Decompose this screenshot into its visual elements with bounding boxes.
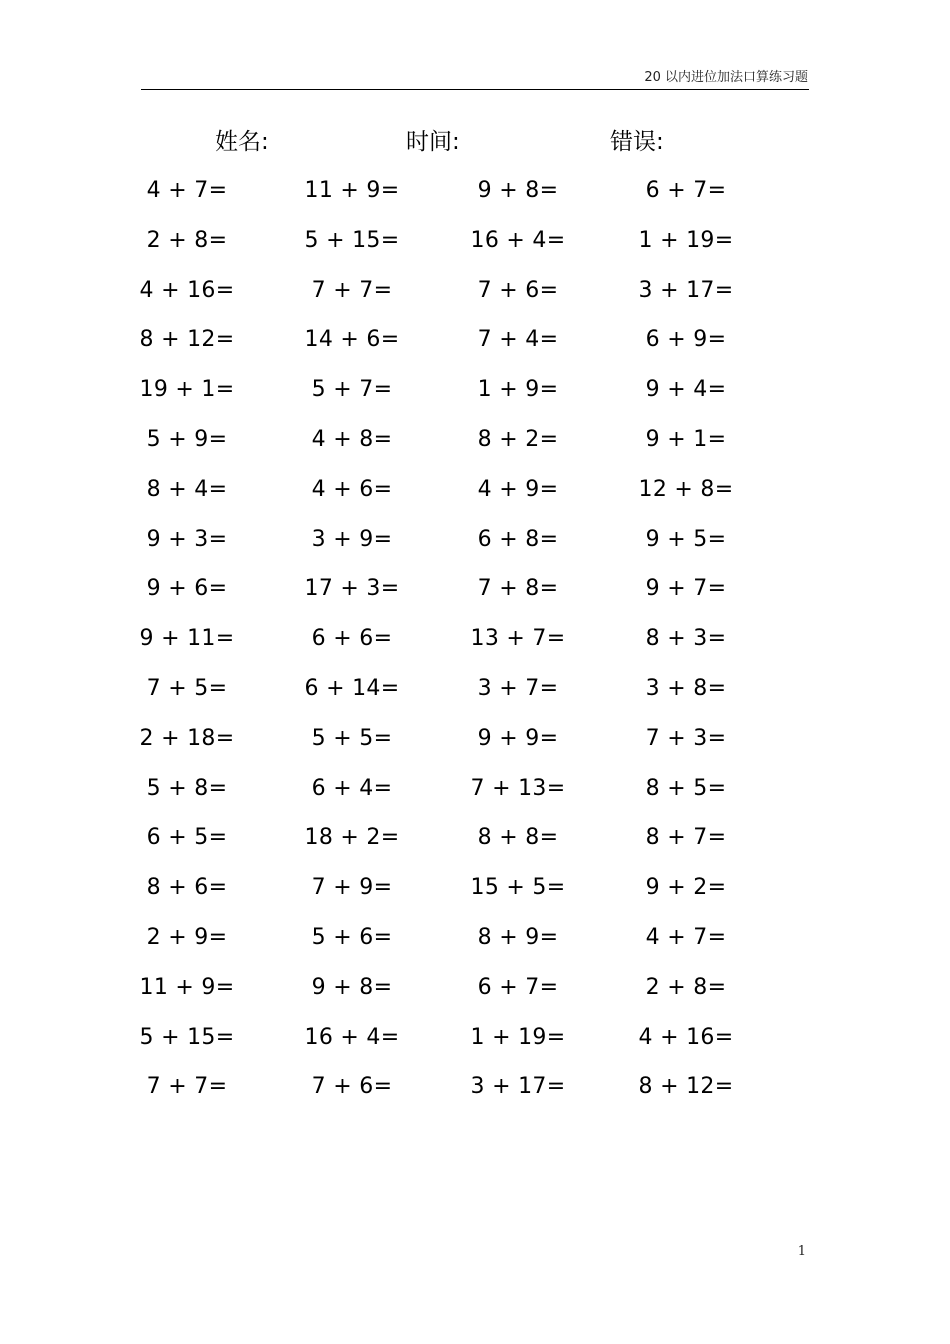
problem-row (0, 522, 950, 558)
addition-problem: 17 + 3= (304, 576, 400, 602)
addition-problem: 9 + 5= (645, 526, 727, 552)
problem-row (0, 1069, 950, 1105)
addition-problem: 9 + 11= (139, 626, 235, 652)
problem-row (0, 223, 950, 259)
addition-problem: 13 + 7= (470, 626, 566, 652)
problem-row (0, 870, 950, 906)
addition-problem: 9 + 7= (645, 576, 727, 602)
problem-row (0, 920, 950, 956)
addition-problem: 6 + 5= (146, 825, 228, 851)
addition-problem: 11 + 9= (139, 974, 235, 1000)
addition-problem: 1 + 9= (477, 377, 559, 403)
problem-row (0, 322, 950, 358)
addition-problem: 6 + 14= (304, 676, 400, 701)
addition-problem: 4 + 6= (311, 476, 393, 502)
errors-label: 错误: (610, 129, 664, 155)
addition-problem: 2 + 18= (139, 725, 235, 751)
addition-problem: 5 + 5= (311, 725, 393, 751)
problem-row (0, 721, 950, 757)
addition-problem: 9 + 9= (477, 725, 559, 751)
addition-problem: 8 + 12= (638, 1074, 734, 1100)
addition-problem: 7 + 5= (146, 676, 228, 701)
problem-row (0, 472, 950, 508)
addition-problem: 8 + 8= (477, 825, 559, 851)
problem-row (0, 273, 950, 309)
header-divider (141, 89, 809, 90)
addition-problem: 16 + 4= (304, 1024, 400, 1050)
time-label: 时间: (406, 129, 460, 155)
addition-problem: 16 + 4= (470, 227, 566, 253)
addition-problem: 4 + 16= (638, 1024, 734, 1050)
addition-problem: 9 + 3= (146, 526, 228, 552)
addition-problem: 7 + 8= (477, 576, 559, 602)
problem-row (0, 671, 950, 707)
addition-problem: 2 + 9= (146, 925, 228, 950)
addition-problem: 7 + 3= (645, 725, 727, 751)
addition-problem: 8 + 3= (645, 626, 727, 652)
addition-problem: 6 + 7= (477, 974, 559, 1000)
addition-problem: 3 + 7= (477, 676, 559, 701)
problem-row (0, 571, 950, 607)
addition-problem: 9 + 8= (311, 974, 393, 1000)
addition-problem: 2 + 8= (645, 974, 727, 1000)
addition-problem: 3 + 9= (311, 526, 393, 552)
addition-problem: 4 + 7= (146, 178, 228, 203)
addition-problem: 4 + 9= (477, 476, 559, 502)
addition-problem: 9 + 1= (645, 427, 727, 452)
addition-problem: 14 + 6= (304, 327, 400, 353)
problem-row (0, 422, 950, 458)
addition-problem: 9 + 2= (645, 875, 727, 901)
addition-problem: 5 + 15= (304, 227, 400, 253)
addition-problem: 12 + 8= (638, 476, 734, 502)
addition-problem: 7 + 6= (311, 1074, 393, 1100)
addition-problem: 8 + 6= (146, 875, 228, 901)
addition-problem: 2 + 8= (146, 227, 228, 253)
addition-problem: 6 + 9= (645, 327, 727, 353)
addition-problem: 15 + 5= (470, 875, 566, 901)
name-label: 姓名: (215, 129, 269, 155)
addition-problem: 8 + 5= (645, 775, 727, 801)
addition-problem: 6 + 7= (645, 178, 727, 203)
page-number: 1 (797, 1244, 806, 1259)
addition-problem: 7 + 7= (311, 277, 393, 303)
addition-problem: 8 + 2= (477, 427, 559, 452)
addition-problem: 8 + 12= (139, 327, 235, 353)
addition-problem: 5 + 9= (146, 427, 228, 452)
addition-problem: 5 + 15= (139, 1024, 235, 1050)
addition-problem: 8 + 9= (477, 925, 559, 950)
problem-row (0, 820, 950, 856)
addition-problem: 6 + 4= (311, 775, 393, 801)
addition-problem: 6 + 6= (311, 626, 393, 652)
addition-problem: 7 + 13= (470, 775, 566, 801)
addition-problem: 7 + 7= (146, 1074, 228, 1100)
addition-problem: 5 + 7= (311, 377, 393, 403)
addition-problem: 5 + 8= (146, 775, 228, 801)
addition-problem: 18 + 2= (304, 825, 400, 851)
addition-problem: 1 + 19= (638, 227, 734, 253)
problem-row (0, 372, 950, 408)
addition-problem: 9 + 6= (146, 576, 228, 602)
addition-problem: 7 + 4= (477, 327, 559, 353)
addition-problem: 6 + 8= (477, 526, 559, 552)
addition-problem: 7 + 9= (311, 875, 393, 901)
problem-row (0, 970, 950, 1006)
problem-row (0, 621, 950, 657)
problem-row (0, 1020, 950, 1056)
addition-problem: 8 + 4= (146, 476, 228, 502)
addition-problem: 4 + 16= (139, 277, 235, 303)
addition-problem: 4 + 7= (645, 925, 727, 950)
problem-row (0, 771, 950, 807)
addition-problem: 9 + 4= (645, 377, 727, 403)
addition-problem: 3 + 17= (470, 1074, 566, 1100)
addition-problem: 9 + 8= (477, 178, 559, 203)
addition-problem: 19 + 1= (139, 377, 235, 403)
addition-problem: 5 + 6= (311, 925, 393, 950)
addition-problem: 3 + 17= (638, 277, 734, 303)
addition-problem: 3 + 8= (645, 676, 727, 701)
addition-problem: 4 + 8= (311, 427, 393, 452)
problem-row (0, 173, 950, 209)
header-title: 20 以内进位加法口算练习题 (644, 70, 808, 85)
addition-problem: 8 + 7= (645, 825, 727, 851)
addition-problem: 1 + 19= (470, 1024, 566, 1050)
addition-problem: 11 + 9= (304, 178, 400, 203)
addition-problem: 7 + 6= (477, 277, 559, 303)
